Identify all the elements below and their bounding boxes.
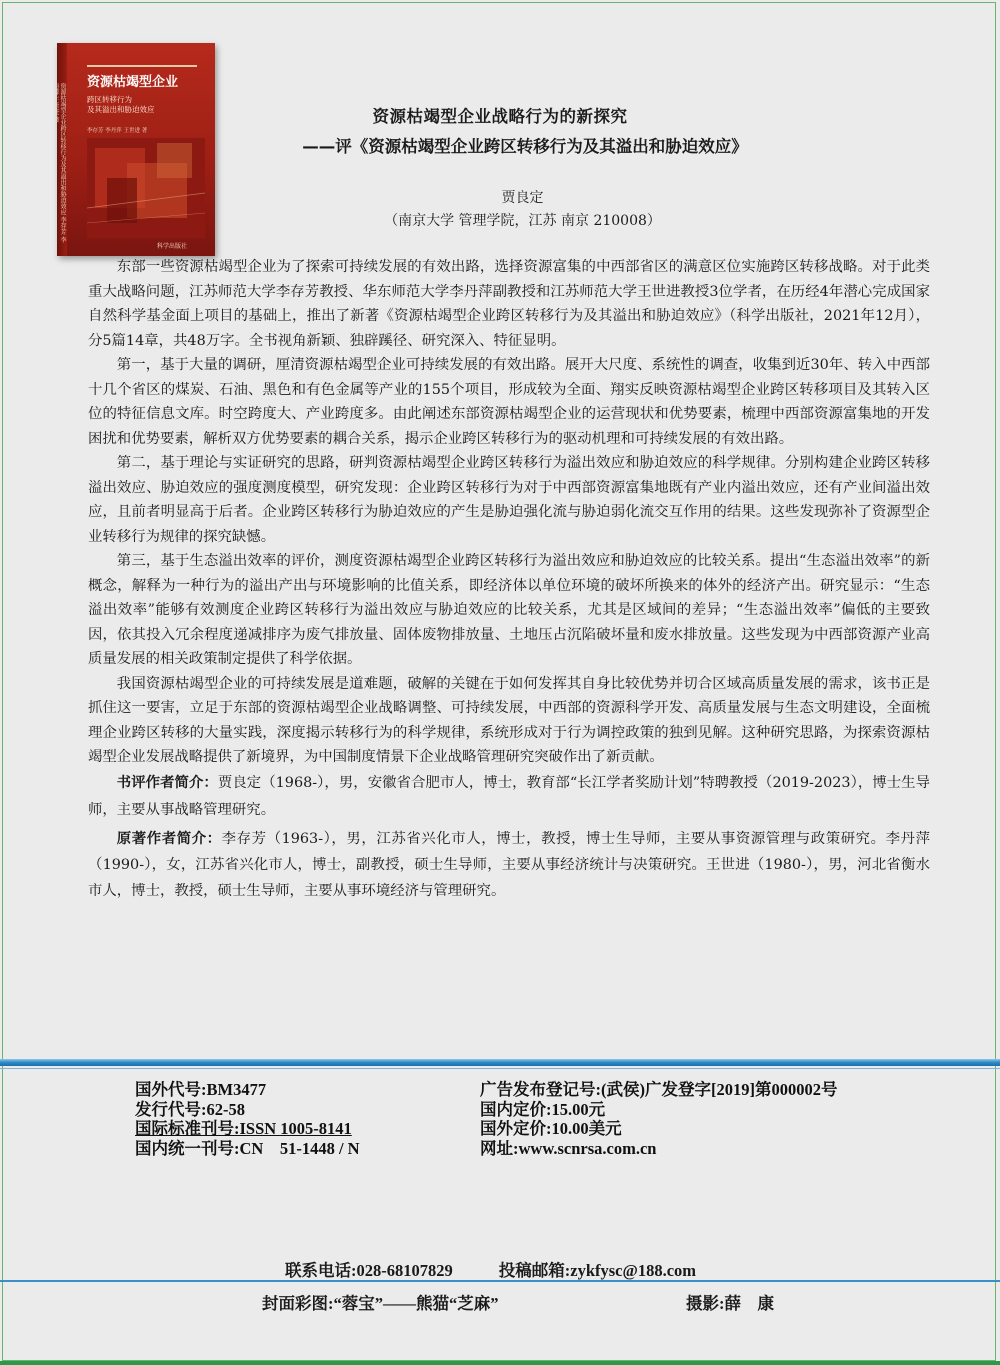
foreign-price: 国外定价:10.00美元 bbox=[480, 1119, 622, 1138]
book-spine-text: 资源枯竭型企业跨区转移行为及其溢出和胁迫效应 李存芳 李丹萍 王世进 著 bbox=[52, 83, 66, 243]
author-bio-label: 原著作者简介： bbox=[116, 830, 222, 847]
article-affiliation: （南京大学 管理学院，江苏 南京 210008） bbox=[384, 213, 661, 229]
reviewer-bio-text: 贾良定（1968-），男，安徽省合肥市人，博士，教育部“长江学者奖励计划”特聘教授（2019-2023），博士生导师，主要从事战略管理研究。 bbox=[88, 774, 930, 818]
contact-line bbox=[285, 1257, 696, 1281]
author-bio bbox=[88, 826, 930, 904]
publication-info-right bbox=[480, 1080, 837, 1158]
distribution-code: 发行代号:62-58 bbox=[135, 1099, 245, 1119]
paragraph-third: 第三，基于生态溢出效率的评价，测度资源枯竭型企业跨区转移行为溢出效应和胁迫效应的比较关系。提出“生态溢出效率”的新概念，解释为一种行为的溢出产出与环境影响的比值关系，即经济体以单位环境的破坏所换来的体外的经济产出。研究显示：“生态溢出效率”能够有效测度企业跨区转移行为溢出效应与胁迫效应的比较关系，尤其是区域间的差异；“生态溢出效率”偏低的主要致因，依其投入冗余程度递减排序为废气排放量、固体废物排放量、土地压占沉陷破坏量和废水排放量。这些发现为中西部资源产业高质量发展的相关政策制定提供了科学依据。 bbox=[88, 553, 930, 667]
section-divider bbox=[0, 1059, 1000, 1066]
article-title: 资源枯竭型企业战略行为的新探究 bbox=[372, 107, 628, 126]
website: 网址:www.scnrsa.com.cn bbox=[480, 1138, 657, 1158]
cover-title: 资源枯竭型企业 bbox=[87, 75, 179, 90]
reviewer-bio-label: 书评作者简介： bbox=[116, 774, 218, 791]
cover-photo-credit: 封面彩图:“蓉宝”——熊猫“芝麻” bbox=[262, 1294, 499, 1313]
article-body bbox=[88, 255, 930, 904]
bottom-rule bbox=[0, 1280, 1000, 1282]
contact-phone: 联系电话:028-68107829 bbox=[285, 1261, 453, 1280]
publication-info-left bbox=[135, 1080, 360, 1158]
issn: 国际标准刊号:ISSN 1005-8141 bbox=[135, 1119, 352, 1138]
cover-decor-bar bbox=[87, 65, 197, 67]
cover-subtitle-line1: 跨区转移行为 bbox=[87, 95, 132, 104]
domestic-price: 国内定价:15.00元 bbox=[480, 1099, 606, 1119]
bottom-border bbox=[0, 1361, 1000, 1365]
paragraph-second: 第二，基于理论与实证研究的思路，研判资源枯竭型企业跨区转移行为溢出效应和胁迫效应的科学规律。分别构建企业跨区转移溢出效应、胁迫效应的强度测度模型，研究发现：企业跨区转移行为对于中西部资源富集地既有产业内溢出效应，还有产业间溢出效应，且前者明显高于后者。企业跨区转移行为胁迫效应的产生是胁迫强化流与胁迫弱化流交互作用的结果。这些发现弥补了资源型企业转移行为规律的探究缺憾。 bbox=[88, 455, 930, 545]
contact-email: 投稿邮箱:zykfysc@188.com bbox=[498, 1261, 697, 1280]
cn-number: 国内统一刊号:CN 51-1448 / N bbox=[135, 1138, 360, 1158]
reviewer-bio bbox=[88, 770, 930, 824]
ad-registration: 广告发布登记号:(武侯)广发登字[2019]第000002号 bbox=[480, 1080, 838, 1099]
article-author: 贾良定 bbox=[501, 190, 544, 206]
foreign-code: 国外代号:BM3477 bbox=[135, 1080, 267, 1099]
cover-authors: 李存芳 李丹萍 王世进 著 bbox=[87, 128, 148, 134]
paragraph-first: 第一，基于大量的调研，厘清资源枯竭型企业可持续发展的有效出路。展开大尺度、系统性的调查，收集到近30年、转入中西部十几个省区的煤炭、石油、黑色和有色金属等产业的155个项目，形成较为全面、翔实反映资源枯竭型企业跨区转移项目及其转入区位的特征信息文库。时空跨度大、产业跨度多。由此阐述东部资源枯竭型企业的运营现状和优势要素，梳理中西部资源富集地的开发困扰和优势要素，解析双方优势要素的耦合关系，揭示企业跨区转移行为的驱动机理和可持续发展的有效出路。 bbox=[88, 357, 930, 447]
section-divider-line bbox=[0, 1068, 1000, 1069]
photographer-credit: 摄影:薛 康 bbox=[686, 1294, 774, 1313]
cover-subtitle-line2: 及其溢出和胁迫效应 bbox=[87, 105, 155, 114]
paragraph-intro: 东部一些资源枯竭型企业为了探索可持续发展的有效出路，选择资源富集的中西部省区的满意区位实施跨区转移战略。对于此类重大战略问题，江苏师范大学李存芳教授、华东师范大学李丹萍副教授和江苏师范大学王世进教授3位学者，在历经4年潜心完成国家自然科学基金面上项目的基础上，推出了新著《资源枯竭型企业跨区转移行为及其溢出和胁迫效应》（科学出版社，2021年12月），分5篇14章，共48万字。全书视角新颖、独辟蹊径、研究深入、特征显明。 bbox=[88, 259, 930, 349]
paragraph-conclusion: 我国资源枯竭型企业的可持续发展是道难题，破解的关键在于如何发挥其自身比较优势并切合区域高质量发展的需求，该书正是抓住这一要害，立足于东部的资源枯竭型企业战略调整、可持续发展，中西部的资源科学开发、高质量发展与生态文明建设，全面梳理企业跨区转移的大量实践，深度揭示转移行为的科学规律，系统形成对于行为调控政策的独到见解。这种研究思路，为探索资源枯竭型企业发展战略提供了新境界，为中国制度情景下企业战略管理研究突破作出了新贡献。 bbox=[88, 675, 930, 765]
cover-publisher: 科学出版社 bbox=[157, 243, 188, 250]
article-subtitle: ——评《资源枯竭型企业跨区转移行为及其溢出和胁迫效应》 bbox=[302, 137, 748, 156]
author-bio-text: 李存芳（1963-），男，江苏省兴化市人，博士，教授，博士生导师，主要从事资源管理与政策研究。李丹萍（1990-），女，江苏省兴化市人，博士，副教授，硕士生导师，主要从事经济统计与决策研究。王世进（1980-），男，河北省衡水市人，博士，教授，硕士生导师，主要从事环境经济与管理研究。 bbox=[88, 830, 930, 899]
